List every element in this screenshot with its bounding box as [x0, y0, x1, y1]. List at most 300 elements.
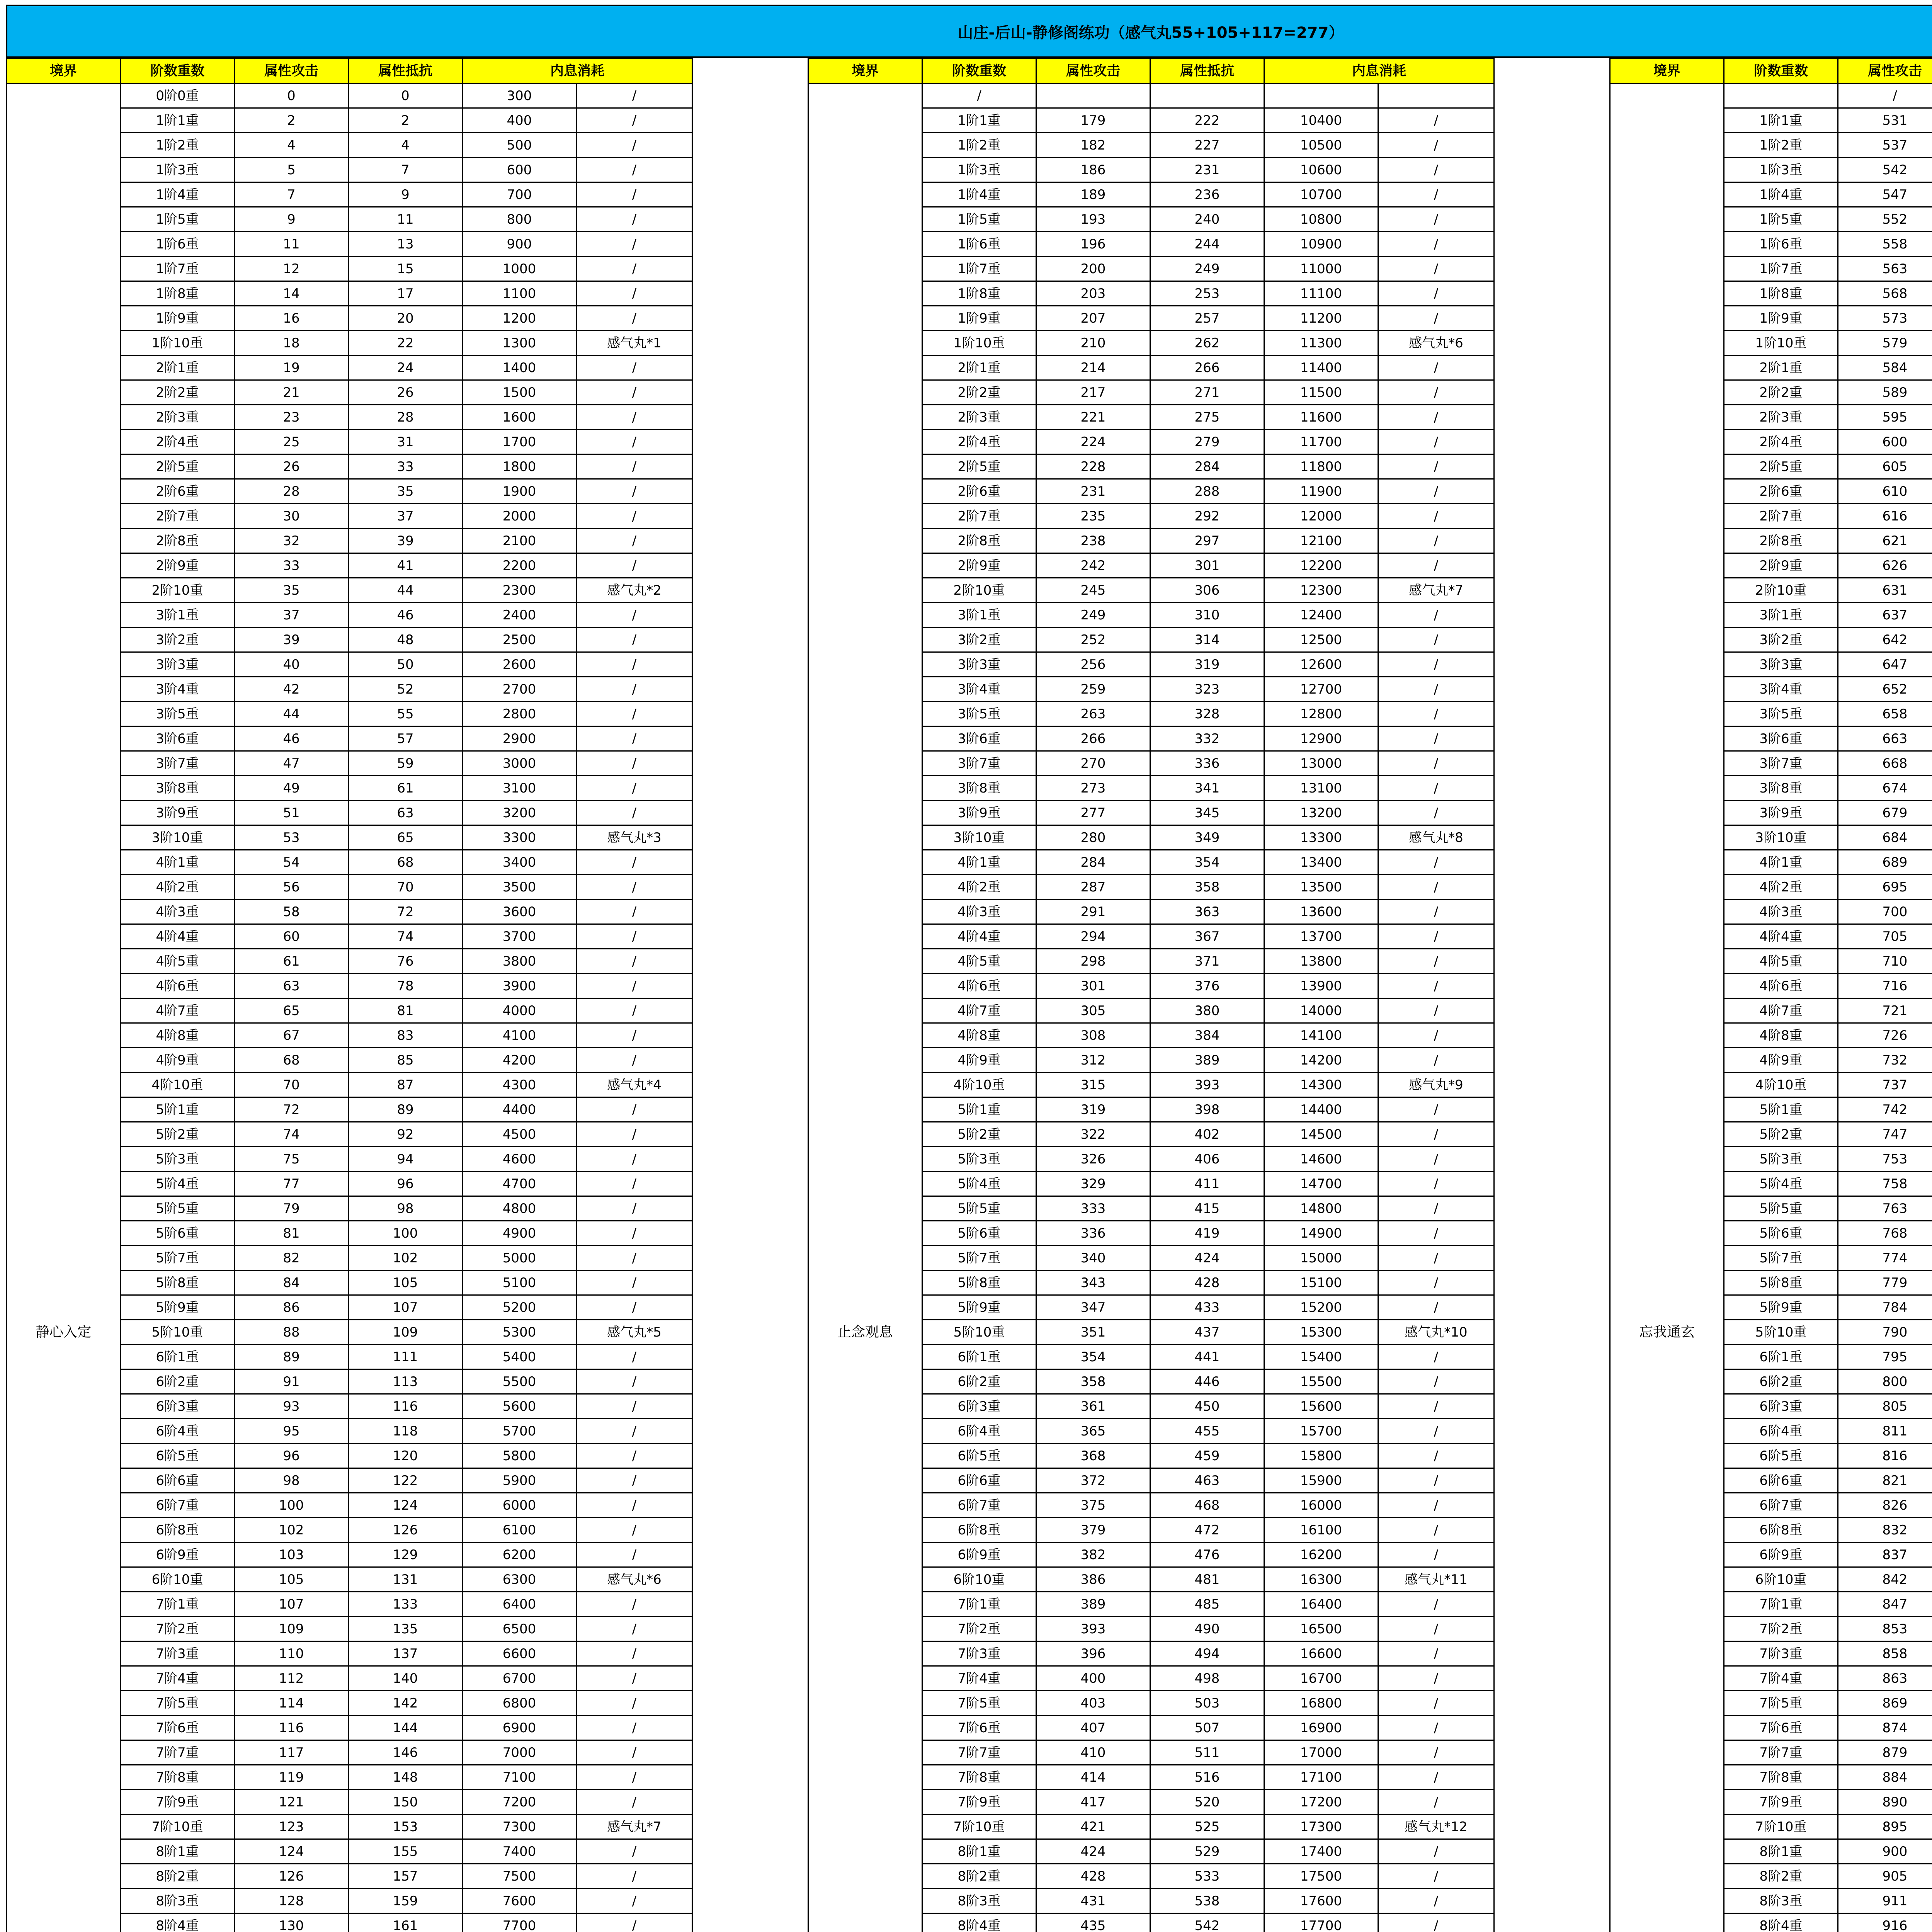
energy-cell: 2100: [463, 529, 577, 553]
resist-cell: 306: [1150, 578, 1264, 603]
level-cell: 2阶5重: [121, 454, 235, 479]
level-cell: 5阶10重: [1724, 1320, 1838, 1345]
attack-cell: 354: [1036, 1345, 1150, 1369]
attack-cell: 616: [1838, 504, 1932, 529]
pill-cell: /: [577, 1716, 692, 1740]
level-cell: 2阶8重: [1724, 529, 1838, 553]
level-cell: 8阶1重: [121, 1839, 235, 1864]
attack-cell: 695: [1838, 875, 1932, 900]
attack-cell: 326: [1036, 1147, 1150, 1172]
attack-cell: 905: [1838, 1864, 1932, 1889]
attack-cell: 315: [1036, 1073, 1150, 1097]
resist-cell: 116: [349, 1394, 463, 1419]
pill-cell: /: [1378, 1468, 1494, 1493]
pill-cell: /: [577, 652, 692, 677]
attack-cell: 270: [1036, 751, 1150, 776]
pill-cell: /: [1378, 1666, 1494, 1691]
resist-cell: 111: [349, 1345, 463, 1369]
pill-cell: 感气丸*12: [1378, 1815, 1494, 1839]
attack-cell: 2: [235, 108, 349, 133]
level-cell: 3阶3重: [1724, 652, 1838, 677]
attack-cell: 568: [1838, 281, 1932, 306]
resist-cell: 485: [1150, 1592, 1264, 1617]
resist-cell: 153: [349, 1815, 463, 1839]
level-cell: 4阶4重: [922, 924, 1036, 949]
resist-cell: 150: [349, 1790, 463, 1815]
resist-cell: 341: [1150, 776, 1264, 801]
attack-cell: 410: [1036, 1740, 1150, 1765]
attack-cell: 179: [1036, 108, 1150, 133]
resist-cell: 0: [349, 83, 463, 108]
resist-cell: 516: [1150, 1765, 1264, 1790]
level-cell: 7阶4重: [1724, 1666, 1838, 1691]
level-cell: 1阶9重: [1724, 306, 1838, 331]
resist-cell: 105: [349, 1270, 463, 1295]
attack-cell: 105: [235, 1567, 349, 1592]
level-cell: 3阶5重: [922, 702, 1036, 726]
energy-cell: 10500: [1264, 133, 1378, 158]
resist-cell: 459: [1150, 1444, 1264, 1468]
attack-cell: 890: [1838, 1790, 1932, 1815]
resist-cell: 406: [1150, 1147, 1264, 1172]
energy-cell: 14600: [1264, 1147, 1378, 1172]
energy-cell: 6200: [463, 1543, 577, 1567]
attack-cell: 811: [1838, 1419, 1932, 1444]
level-cell: 6阶9重: [1724, 1543, 1838, 1567]
pill-cell: /: [577, 182, 692, 207]
attack-cell: 287: [1036, 875, 1150, 900]
attack-cell: 277: [1036, 801, 1150, 825]
energy-cell: 16500: [1264, 1617, 1378, 1641]
energy-cell: 6600: [463, 1641, 577, 1666]
resist-cell: 148: [349, 1765, 463, 1790]
energy-cell: 12200: [1264, 553, 1378, 578]
pill-cell: /: [1378, 454, 1494, 479]
cultivation-table-realm-1: [6, 58, 693, 1932]
energy-cell: 17300: [1264, 1815, 1378, 1839]
energy-cell: 15100: [1264, 1270, 1378, 1295]
energy-cell: 1100: [463, 281, 577, 306]
energy-cell: 4900: [463, 1221, 577, 1246]
resist-cell: 354: [1150, 850, 1264, 875]
resist-cell: 46: [349, 603, 463, 628]
attack-cell: 96: [235, 1444, 349, 1468]
resist-cell: 455: [1150, 1419, 1264, 1444]
resist-cell: 52: [349, 677, 463, 702]
level-cell: 6阶3重: [1724, 1394, 1838, 1419]
attack-cell: 128: [235, 1889, 349, 1913]
energy-cell: 900: [463, 232, 577, 257]
energy-cell: 15000: [1264, 1246, 1378, 1270]
resist-cell: 89: [349, 1097, 463, 1122]
level-cell: 6阶5重: [1724, 1444, 1838, 1468]
attack-cell: 19: [235, 355, 349, 380]
energy-cell: 13200: [1264, 801, 1378, 825]
attack-cell: 60: [235, 924, 349, 949]
resist-cell: 44: [349, 578, 463, 603]
level-cell: 6阶4重: [1724, 1419, 1838, 1444]
resist-cell: 48: [349, 628, 463, 652]
cultivation-table-realm-2: [808, 58, 1495, 1932]
resist-cell: 140: [349, 1666, 463, 1691]
attack-cell: 605: [1838, 454, 1932, 479]
pill-cell: /: [1378, 603, 1494, 628]
pill-cell: /: [577, 677, 692, 702]
level-cell: 6阶6重: [121, 1468, 235, 1493]
resist-cell: 310: [1150, 603, 1264, 628]
level-cell: 4阶9重: [922, 1048, 1036, 1073]
attack-cell: 30: [235, 504, 349, 529]
resist-cell: 271: [1150, 380, 1264, 405]
energy-cell: 15600: [1264, 1394, 1378, 1419]
pill-cell: /: [577, 776, 692, 801]
resist-cell: 74: [349, 924, 463, 949]
pill-cell: /: [1378, 1740, 1494, 1765]
level-cell: 7阶1重: [121, 1592, 235, 1617]
attack-cell: 753: [1838, 1147, 1932, 1172]
row0-cell: [1036, 83, 1150, 108]
level-cell: 2阶7重: [1724, 504, 1838, 529]
level-cell: 1阶6重: [121, 232, 235, 257]
attack-cell: 393: [1036, 1617, 1150, 1641]
resist-cell: 78: [349, 974, 463, 998]
pill-cell: /: [1378, 1864, 1494, 1889]
attack-cell: 44: [235, 702, 349, 726]
resist-cell: 323: [1150, 677, 1264, 702]
pill-cell: /: [577, 1394, 692, 1419]
energy-cell: 13500: [1264, 875, 1378, 900]
energy-cell: 17100: [1264, 1765, 1378, 1790]
attack-cell: 874: [1838, 1716, 1932, 1740]
resist-cell: 288: [1150, 479, 1264, 504]
attack-cell: 842: [1838, 1567, 1932, 1592]
attack-cell: 431: [1036, 1889, 1150, 1913]
resist-cell: 314: [1150, 628, 1264, 652]
energy-cell: 5400: [463, 1345, 577, 1369]
header-attack: 属性攻击: [1036, 59, 1150, 83]
resist-cell: 35: [349, 479, 463, 504]
energy-cell: 6000: [463, 1493, 577, 1518]
attack-cell: 116: [235, 1716, 349, 1740]
attack-cell: 35: [235, 578, 349, 603]
attack-cell: 68: [235, 1048, 349, 1073]
level-cell: 6阶2重: [121, 1369, 235, 1394]
pill-cell: /: [1378, 1790, 1494, 1815]
resist-cell: 393: [1150, 1073, 1264, 1097]
attack-cell: 336: [1036, 1221, 1150, 1246]
level-cell: 4阶6重: [922, 974, 1036, 998]
level-cell: 1阶4重: [922, 182, 1036, 207]
level-cell: 6阶2重: [922, 1369, 1036, 1394]
level-cell: 5阶8重: [121, 1270, 235, 1295]
attack-cell: 126: [235, 1864, 349, 1889]
row0-cell: [1724, 83, 1838, 108]
pill-cell: /: [577, 1641, 692, 1666]
resist-cell: 227: [1150, 133, 1264, 158]
resist-cell: 437: [1150, 1320, 1264, 1345]
energy-cell: 11600: [1264, 405, 1378, 430]
level-cell: 1阶4重: [1724, 182, 1838, 207]
attack-cell: 343: [1036, 1270, 1150, 1295]
level-cell: 2阶4重: [121, 430, 235, 454]
attack-cell: 386: [1036, 1567, 1150, 1592]
energy-cell: 12900: [1264, 726, 1378, 751]
energy-cell: 6400: [463, 1592, 577, 1617]
energy-cell: 11500: [1264, 380, 1378, 405]
level-cell: 3阶4重: [922, 677, 1036, 702]
attack-cell: 705: [1838, 924, 1932, 949]
attack-cell: 102: [235, 1518, 349, 1543]
attack-cell: 716: [1838, 974, 1932, 998]
level-cell: 8阶2重: [922, 1864, 1036, 1889]
attack-cell: 54: [235, 850, 349, 875]
level-cell: 8阶3重: [1724, 1889, 1838, 1913]
energy-cell: 3200: [463, 801, 577, 825]
pill-cell: /: [1378, 1147, 1494, 1172]
level-cell: 4阶5重: [922, 949, 1036, 974]
resist-cell: 109: [349, 1320, 463, 1345]
energy-cell: 10900: [1264, 232, 1378, 257]
attack-cell: 256: [1036, 652, 1150, 677]
energy-cell: 5800: [463, 1444, 577, 1468]
level-cell: 4阶10重: [922, 1073, 1036, 1097]
attack-cell: 790: [1838, 1320, 1932, 1345]
resist-cell: 236: [1150, 182, 1264, 207]
energy-cell: 11400: [1264, 355, 1378, 380]
attack-cell: 74: [235, 1122, 349, 1147]
header-realm: 境界: [7, 59, 121, 83]
level-cell: 2阶2重: [121, 380, 235, 405]
resist-cell: 13: [349, 232, 463, 257]
attack-cell: 879: [1838, 1740, 1932, 1765]
energy-cell: 16400: [1264, 1592, 1378, 1617]
attack-cell: 245: [1036, 578, 1150, 603]
level-cell: 1阶1重: [1724, 108, 1838, 133]
pill-cell: /: [1378, 1518, 1494, 1543]
level-cell: 1阶10重: [1724, 331, 1838, 355]
attack-cell: 610: [1838, 479, 1932, 504]
energy-cell: 6500: [463, 1617, 577, 1641]
level-cell: 1阶3重: [121, 158, 235, 182]
table-row: [7, 83, 692, 108]
level-cell: 2阶1重: [121, 355, 235, 380]
level-cell: 6阶8重: [922, 1518, 1036, 1543]
attack-cell: 193: [1036, 207, 1150, 232]
level-cell: 6阶3重: [121, 1394, 235, 1419]
pill-cell: /: [1378, 1246, 1494, 1270]
attack-cell: 674: [1838, 776, 1932, 801]
level-cell: 2阶6重: [922, 479, 1036, 504]
energy-cell: 700: [463, 182, 577, 207]
pill-cell: /: [577, 108, 692, 133]
energy-cell: 12600: [1264, 652, 1378, 677]
attack-cell: 16: [235, 306, 349, 331]
pill-cell: /: [1378, 1493, 1494, 1518]
pill-cell: /: [577, 454, 692, 479]
resist-cell: 292: [1150, 504, 1264, 529]
energy-cell: 11000: [1264, 257, 1378, 281]
attack-cell: 542: [1838, 158, 1932, 182]
attack-cell: 847: [1838, 1592, 1932, 1617]
level-cell: 7阶9重: [922, 1790, 1036, 1815]
resist-cell: 424: [1150, 1246, 1264, 1270]
level-cell: 5阶5重: [1724, 1196, 1838, 1221]
level-cell: 2阶1重: [1724, 355, 1838, 380]
attack-cell: 49: [235, 776, 349, 801]
energy-cell: 13100: [1264, 776, 1378, 801]
level-cell: 2阶6重: [1724, 479, 1838, 504]
energy-cell: 1400: [463, 355, 577, 380]
energy-cell: 13700: [1264, 924, 1378, 949]
attack-cell: 407: [1036, 1716, 1150, 1740]
level-cell: 1阶10重: [922, 331, 1036, 355]
pill-cell: /: [1378, 405, 1494, 430]
attack-cell: 110: [235, 1641, 349, 1666]
resist-cell: 22: [349, 331, 463, 355]
resist-cell: 33: [349, 454, 463, 479]
resist-cell: 450: [1150, 1394, 1264, 1419]
resist-cell: 135: [349, 1617, 463, 1641]
level-cell: 7阶3重: [1724, 1641, 1838, 1666]
resist-cell: 525: [1150, 1815, 1264, 1839]
pill-cell: /: [1378, 158, 1494, 182]
level-cell: 7阶6重: [922, 1716, 1036, 1740]
attack-cell: 32: [235, 529, 349, 553]
pill-cell: /: [577, 553, 692, 578]
level-cell: 3阶2重: [922, 628, 1036, 652]
level-cell: 5阶6重: [922, 1221, 1036, 1246]
attack-cell: 784: [1838, 1295, 1932, 1320]
pill-cell: /: [1378, 1592, 1494, 1617]
resist-cell: 231: [1150, 158, 1264, 182]
energy-cell: 13600: [1264, 900, 1378, 924]
attack-cell: 689: [1838, 850, 1932, 875]
attack-cell: 816: [1838, 1444, 1932, 1468]
attack-cell: 130: [235, 1913, 349, 1932]
pill-cell: /: [577, 355, 692, 380]
pill-cell: /: [577, 1369, 692, 1394]
pill-cell: /: [577, 628, 692, 652]
level-cell: 3阶10重: [121, 825, 235, 850]
pill-cell: /: [1378, 974, 1494, 998]
pill-cell: /: [577, 875, 692, 900]
resist-cell: 26: [349, 380, 463, 405]
attack-cell: 400: [1036, 1666, 1150, 1691]
pill-cell: /: [1378, 1196, 1494, 1221]
attack-cell: 40: [235, 652, 349, 677]
resist-cell: 122: [349, 1468, 463, 1493]
level-cell: 7阶5重: [922, 1691, 1036, 1716]
header-resist: 属性抵抗: [1150, 59, 1264, 83]
attack-cell: 28: [235, 479, 349, 504]
energy-cell: 5700: [463, 1419, 577, 1444]
header-energy: 内息消耗: [1264, 59, 1494, 83]
level-cell: 0阶0重: [121, 83, 235, 108]
attack-cell: 46: [235, 726, 349, 751]
attack-cell: 826: [1838, 1493, 1932, 1518]
pill-cell: /: [1378, 924, 1494, 949]
level-cell: 1阶7重: [922, 257, 1036, 281]
attack-cell: 189: [1036, 182, 1150, 207]
energy-cell: 5000: [463, 1246, 577, 1270]
level-cell: 3阶4重: [1724, 677, 1838, 702]
energy-cell: 16900: [1264, 1716, 1378, 1740]
energy-cell: 3400: [463, 850, 577, 875]
resist-cell: 402: [1150, 1122, 1264, 1147]
resist-cell: 137: [349, 1641, 463, 1666]
resist-cell: 126: [349, 1518, 463, 1543]
level-cell: 2阶9重: [121, 553, 235, 578]
energy-cell: 12700: [1264, 677, 1378, 702]
pill-cell: /: [1378, 1270, 1494, 1295]
pill-cell: /: [1378, 1913, 1494, 1932]
energy-cell: 16000: [1264, 1493, 1378, 1518]
attack-cell: 65: [235, 998, 349, 1023]
level-cell: 4阶9重: [121, 1048, 235, 1073]
attack-cell: 200: [1036, 257, 1150, 281]
energy-cell: 4500: [463, 1122, 577, 1147]
energy-cell: 17600: [1264, 1889, 1378, 1913]
energy-cell: 15200: [1264, 1295, 1378, 1320]
energy-cell: 14800: [1264, 1196, 1378, 1221]
cultivation-table-realm-3: [1609, 58, 1932, 1932]
attack-cell: 684: [1838, 825, 1932, 850]
realm-name-cell: 忘我通玄: [1610, 83, 1724, 1932]
energy-cell: 7700: [463, 1913, 577, 1932]
attack-cell: 911: [1838, 1889, 1932, 1913]
energy-cell: 5600: [463, 1394, 577, 1419]
level-cell: 1阶5重: [922, 207, 1036, 232]
level-cell: 5阶3重: [121, 1147, 235, 1172]
attack-cell: 284: [1036, 850, 1150, 875]
attack-cell: 280: [1036, 825, 1150, 850]
attack-cell: 231: [1036, 479, 1150, 504]
attack-cell: 322: [1036, 1122, 1150, 1147]
level-cell: 4阶4重: [121, 924, 235, 949]
level-cell: 5阶4重: [121, 1172, 235, 1196]
level-cell: 1阶2重: [121, 133, 235, 158]
resist-cell: 39: [349, 529, 463, 553]
level-cell: 3阶9重: [121, 801, 235, 825]
level-cell: 1阶6重: [1724, 232, 1838, 257]
pill-cell: /: [577, 1048, 692, 1073]
attack-cell: 291: [1036, 900, 1150, 924]
pill-cell: /: [577, 1889, 692, 1913]
attack-cell: 294: [1036, 924, 1150, 949]
attack-cell: 375: [1036, 1493, 1150, 1518]
level-cell: 7阶10重: [121, 1815, 235, 1839]
resist-cell: 301: [1150, 553, 1264, 578]
resist-cell: 37: [349, 504, 463, 529]
level-cell: 4阶2重: [121, 875, 235, 900]
level-cell: 6阶8重: [1724, 1518, 1838, 1543]
pill-cell: /: [577, 900, 692, 924]
resist-cell: 118: [349, 1419, 463, 1444]
level-cell: 2阶7重: [121, 504, 235, 529]
attack-cell: 100: [235, 1493, 349, 1518]
attack-cell: 37: [235, 603, 349, 628]
attack-cell: 333: [1036, 1196, 1150, 1221]
energy-cell: 2900: [463, 726, 577, 751]
level-cell: 4阶3重: [121, 900, 235, 924]
energy-cell: 1000: [463, 257, 577, 281]
level-cell: 5阶6重: [121, 1221, 235, 1246]
level-cell: 2阶9重: [922, 553, 1036, 578]
energy-cell: 400: [463, 108, 577, 133]
level-cell: 7阶4重: [922, 1666, 1036, 1691]
pill-cell: /: [577, 998, 692, 1023]
energy-cell: 2800: [463, 702, 577, 726]
